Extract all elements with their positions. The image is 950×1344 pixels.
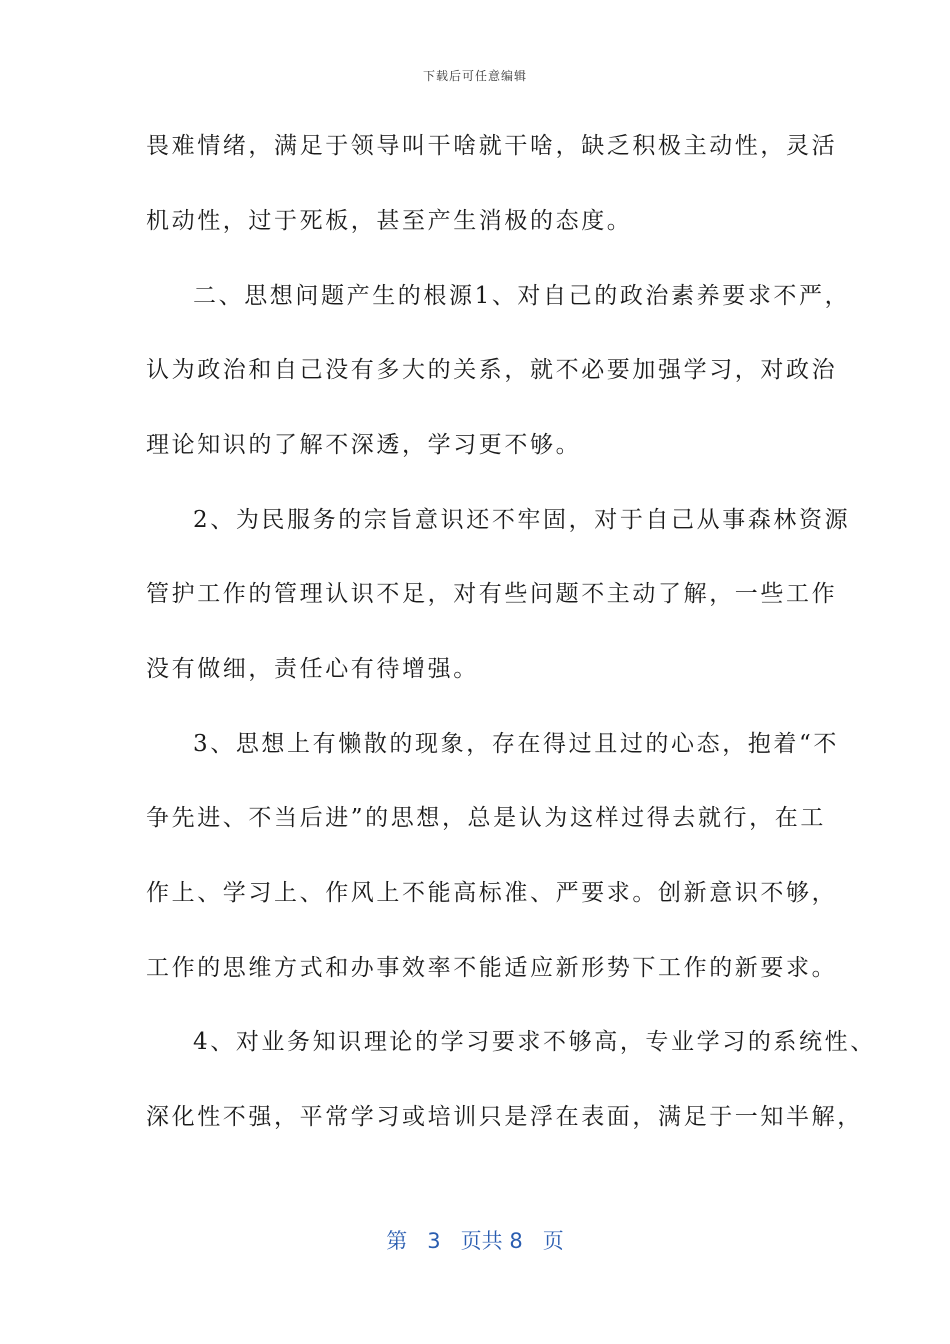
page-label-suffix: 页 — [542, 1229, 564, 1253]
header-note: 下载后可任意编辑 — [422, 69, 527, 83]
paragraph-line: 工作的思维方式和办事效率不能适应新形势下工作的新要求。 — [146, 955, 838, 981]
paragraph-line: 深化性不强，平常学习或培训只是浮在表面，满足于一知半解， — [146, 1104, 863, 1130]
paragraph-line: 二、思想问题产生的根源1、对自己的政治素养要求不严， — [193, 283, 851, 309]
page-label-prefix: 第 — [386, 1229, 408, 1253]
paragraph-line: 机动性，过于死板，甚至产生消极的态度。 — [146, 208, 633, 234]
paragraph-line: 理论知识的了解不深透，学习更不够。 — [146, 432, 582, 458]
page-label-mid: 页共 — [460, 1229, 503, 1253]
total-pages-number: 8 — [509, 1229, 523, 1253]
paragraph-line: 4、对业务知识理论的学习要求不够高，专业学习的系统性、 — [193, 1029, 876, 1055]
paragraph-line: 管护工作的管理认识不足，对有些问题不主动了解，一些工作 — [146, 581, 838, 607]
paragraph-line: 认为政治和自己没有多大的关系，就不必要加强学习，对政治 — [146, 357, 838, 383]
paragraph-line: 争先进、不当后进”的思想，总是认为这样过得去就行，在工 — [146, 805, 826, 831]
paragraph-line: 畏难情绪，满足于领导叫干啥就干啥，缺乏积极主动性，灵活 — [146, 133, 838, 159]
paragraph-line: 3、思想上有懒散的现象，存在得过且过的心态，抱着“不 — [193, 731, 839, 757]
page-number-footer — [0, 1225, 950, 1255]
current-page-number: 3 — [427, 1229, 441, 1253]
paragraph-line: 作上、学习上、作风上不能高标准、严要求。创新意识不够， — [146, 880, 838, 906]
paragraph-line: 没有做细，责任心有待增强。 — [146, 656, 479, 682]
paragraph-line: 2、为民服务的宗旨意识还不牢固，对于自己从事森林资源 — [193, 507, 851, 533]
